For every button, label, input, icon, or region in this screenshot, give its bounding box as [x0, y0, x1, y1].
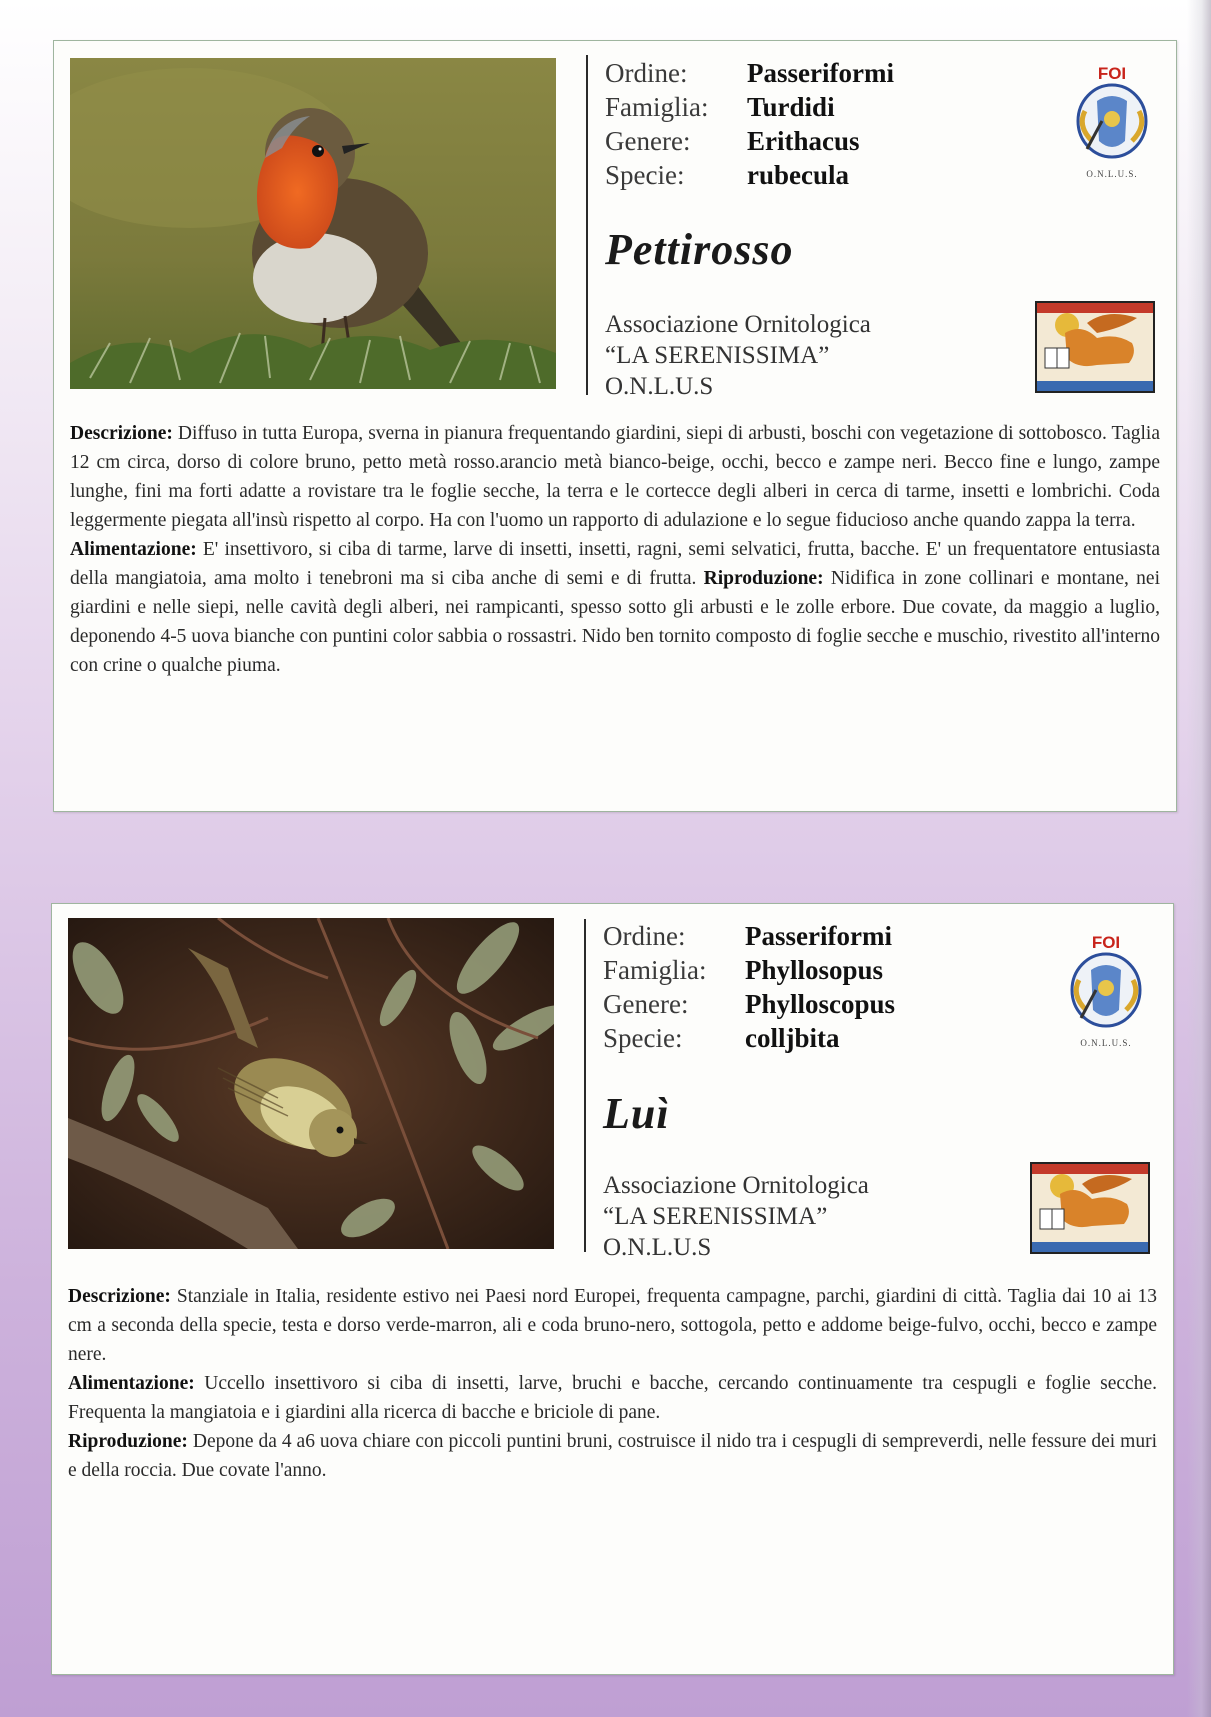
association-title: “LA SERENISSIMA”	[603, 1203, 828, 1230]
species-name: Luì	[603, 1089, 670, 1138]
foi-logo	[1067, 61, 1157, 179]
riproduzione-body: Depone da 4 a6 uova chiare con piccoli puntini bruni, costruisce il nido tra i cespugli di sempreverdi, nelle fessure dei muri e della roccia. Due covate l'anno.	[68, 1431, 1157, 1481]
robin-photo	[70, 58, 556, 389]
serenissima-lion-logo	[1035, 301, 1155, 393]
alimentazione-body: Uccello insettivoro si ciba di insetti, larve, bruchi e bacche, cercando continuamente tra cespugli e foglie secche. Frequenta la mangiatoia e i giardini alla ricerca di bacche e briciole di pane.	[68, 1373, 1157, 1423]
divider-line	[586, 55, 588, 395]
taxonomy-label: Famiglia:	[605, 91, 709, 122]
taxonomy-label: Specie:	[605, 159, 685, 190]
species-card-lui	[51, 903, 1174, 1675]
taxonomy-label: Specie:	[603, 1022, 683, 1053]
page-edge-shadow	[1187, 0, 1211, 1717]
alimentazione-body: E' insettivoro, si ciba di tarme, larve di insetti, insetti, ragni, semi selvatici, frutta, bacche. E' un frequentatore entusiasta della mangiatoia, ama molto i tenebroni ma si ciba anche di semi e di frutta.	[70, 539, 1160, 589]
taxonomy-row-specie	[603, 1021, 963, 1055]
section-heading-riproduzione: Riproduzione:	[703, 568, 824, 589]
taxonomy-value: Phylloscopus	[745, 988, 896, 1019]
taxonomy-label: Genere:	[605, 125, 691, 156]
foi-caption: O.N.L.U.S.	[1086, 169, 1138, 179]
description-text	[70, 419, 1160, 680]
association-block	[605, 309, 871, 402]
taxonomy-value: Passeriformi	[745, 920, 892, 951]
section-heading-descrizione: Descrizione:	[70, 423, 173, 444]
taxonomy-row-ordine	[603, 919, 963, 953]
association-name: Associazione Ornitologica	[605, 311, 871, 338]
association-status: O.N.L.U.S	[603, 1234, 712, 1261]
taxonomy-label: Famiglia:	[603, 954, 707, 985]
taxonomy-label: Ordine:	[605, 57, 688, 88]
taxonomy-row-genere	[603, 987, 963, 1021]
section-heading-alimentazione: Alimentazione:	[68, 1373, 195, 1394]
foi-logo-text: FOI	[1097, 64, 1127, 83]
taxonomy-value: colljbita	[745, 1022, 840, 1053]
taxonomy-value: Erithacus	[747, 125, 860, 156]
association-block	[603, 1170, 869, 1263]
taxonomy-value: Phyllosopus	[745, 954, 884, 985]
taxonomy-table	[605, 56, 965, 192]
taxonomy-row-genere	[605, 124, 965, 158]
section-heading-riproduzione: Riproduzione:	[68, 1431, 188, 1452]
section-heading-alimentazione: Alimentazione:	[70, 539, 197, 560]
serenissima-lion-logo	[1030, 1162, 1150, 1254]
species-card-pettirosso	[53, 40, 1177, 812]
species-name: Pettirosso	[605, 225, 794, 274]
taxonomy-row-specie	[605, 158, 965, 192]
association-name: Associazione Ornitologica	[603, 1172, 869, 1199]
association-status: O.N.L.U.S	[605, 373, 714, 400]
taxonomy-row-famiglia	[603, 953, 963, 987]
description-body: Diffuso in tutta Europa, sverna in pianura frequentando giardini, siepi di arbusti, boschi con vegetazione di sottobosco. Taglia 12 cm circa, dorso di colore bruno, petto metà rosso.arancio metà bianco-beige, occhi, becco e zampe neri. Becco fine e lungo, zampe lunghe, fini ma forti adatte a rovistare tra le foglie secche, la terra e le cortecce degli alberi in cerca di tarme, insetti e lombrichi. Coda leggermente piegata all'insù rispetto al corpo. Ha con l'uomo un rapporto di adulazione e lo segue fiducioso anche quando zappa la terra.	[70, 423, 1160, 531]
foi-logo	[1061, 930, 1151, 1048]
chiffchaff-photo	[68, 918, 554, 1249]
taxonomy-row-ordine	[605, 56, 965, 90]
taxonomy-value: Turdidi	[747, 91, 835, 122]
taxonomy-row-famiglia	[605, 90, 965, 124]
section-heading-descrizione: Descrizione:	[68, 1286, 171, 1307]
riproduzione-body: Nidifica in zone collinari e montane, nei giardini e nelle siepi, nelle cavità degli alberi, nei rampicanti, spesso sotto gli arbusti e le zolle erbore. Due covate, da maggio a luglio, deponendo 4-5 uova bianche con puntini color sabbia o rossastri. Nido ben tornito composto di foglie secche e muschio, rivestito all'interno con crine o qualche piuma.	[70, 568, 1161, 676]
description-body: Stanziale in Italia, residente estivo nei Paesi nord Europei, frequenta campagne, parchi, giardini di città. Taglia dai 10 ai 13 cm a seconda della specie, testa e dorso verde-marron, ali e coda bruno-nero, sottogola, petto e addome beige-fulvo, occhi, becco e zampe nere.	[68, 1286, 1157, 1365]
taxonomy-table	[603, 919, 963, 1055]
taxonomy-label: Genere:	[603, 988, 689, 1019]
description-text	[68, 1282, 1157, 1485]
taxonomy-label: Ordine:	[603, 920, 686, 951]
association-title: “LA SERENISSIMA”	[605, 342, 830, 369]
divider-line	[584, 919, 586, 1252]
foi-caption: O.N.L.U.S.	[1080, 1038, 1132, 1048]
taxonomy-value: rubecula	[747, 159, 850, 190]
taxonomy-value: Passeriformi	[747, 57, 894, 88]
foi-logo-text: FOI	[1091, 933, 1121, 952]
